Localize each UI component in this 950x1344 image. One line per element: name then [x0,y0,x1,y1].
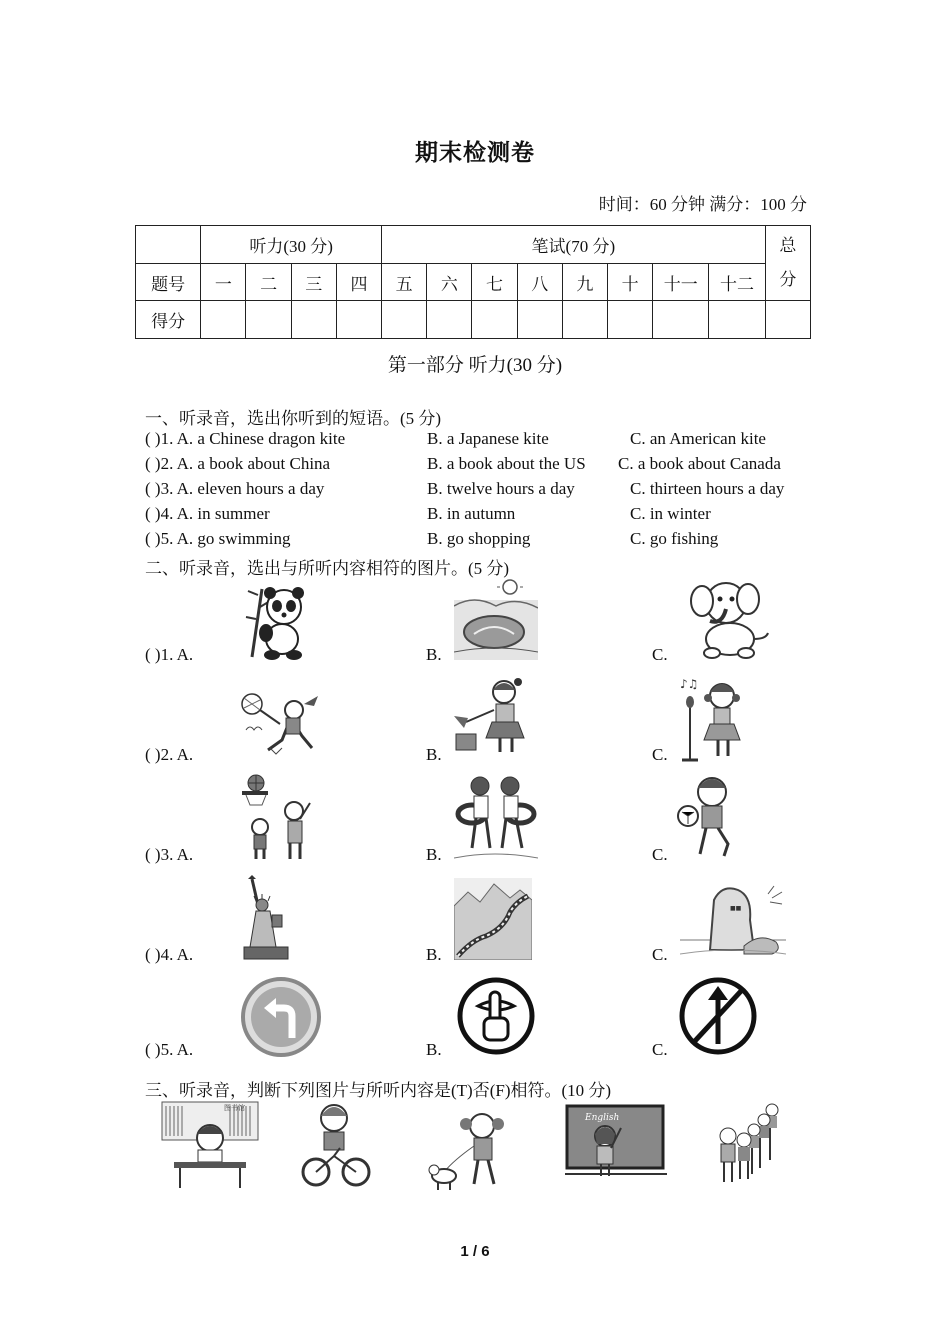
row-label-number: 题号 [136,264,201,301]
section3-heading: 三、听录音，判断下列图片与所听内容是(T)否(F)相符。(10 分) [145,1081,612,1100]
option-b: B. twelve hours a day [427,479,575,498]
option-b: B. a Japanese kite [427,429,549,448]
keep-quiet-sign-icon [456,976,536,1056]
table-number: 九 [562,264,607,301]
row-label-a: ( )1. A. [145,645,194,664]
table-corner [136,226,201,264]
great-wall-image [454,878,532,960]
row-label-c: C. [652,1040,668,1059]
question-stem: ( )2. A. a book about China [145,454,331,473]
option-b: B. in autumn [427,504,516,523]
elephant-image [684,573,772,661]
music-note-icon: ♪♫ [680,677,699,691]
blackboard-english-text: English [585,1113,620,1123]
row-label-a: ( )4. A. [145,945,194,964]
question-stem: ( )5. A. go swimming [145,529,291,548]
table-number: 十二 [709,264,765,301]
question-stem: ( )1. A. a Chinese dragon kite [145,429,346,448]
rock-landmark-image [680,880,786,960]
written-header: 笔试(70 分) [382,226,766,264]
section1-heading: 一、听录音，选出你听到的短语。(5 分) [145,409,442,428]
table-number: 八 [517,264,562,301]
score-cell[interactable] [607,301,652,339]
question-stem: ( )3. A. eleven hours a day [145,479,325,498]
option-c: C. in winter [630,504,711,523]
library-sign: 图书馆 [224,1104,245,1112]
page-number: 1 / 6 [460,1243,490,1260]
row-label-c: C. [652,645,668,664]
lake-scenery-image [454,576,538,660]
row-label-b: B. [426,845,442,864]
score-cell[interactable] [517,301,562,339]
rock-inscription-icon: ■■ [730,905,742,912]
total-bottom: 分 [779,270,797,289]
girl-singing-image [680,676,750,762]
page-title: 期末检测卷 [415,140,535,165]
score-cell[interactable] [246,301,291,339]
row-label-c: C. [652,945,668,964]
row-label-score: 得分 [136,301,201,339]
table-number: 六 [427,264,472,301]
boy-riding-bike-image [300,1100,374,1190]
option-b: B. go shopping [427,529,531,548]
part-one-heading: 第一部分 听力(30 分) [387,355,563,376]
turn-left-sign-icon [240,976,322,1058]
option-c: C. an American kite [630,429,766,448]
score-cell[interactable] [201,301,246,339]
playing-basketball-image [240,773,316,861]
table-number: 一 [201,264,246,301]
table-number: 二 [246,264,291,301]
row-label-b: B. [426,945,442,964]
option-b: B. a book about the US [427,454,586,473]
listening-header: 听力(30 分) [201,226,382,264]
option-c: C. a book about Canada [618,454,781,473]
score-cell[interactable] [709,301,765,339]
table-number: 七 [472,264,517,301]
boy-playing-football-image [676,774,742,862]
girl-walking-dog-image [428,1110,518,1192]
table-number: 十 [607,264,652,301]
row-label-c: C. [652,845,668,864]
score-cell[interactable] [336,301,381,339]
row-label-b: B. [426,1040,442,1059]
score-cell[interactable] [562,301,607,339]
total-header [765,226,810,301]
score-table [135,225,811,339]
score-cell[interactable] [291,301,336,339]
library-reading-image [160,1100,260,1190]
section2-heading: 二、听录音，选出与所听内容相符的图片。(5 分) [145,559,510,578]
time-score-info: 时间：60 分钟 满分：100 分 [598,195,807,214]
score-cell[interactable] [382,301,427,339]
score-cell[interactable] [472,301,517,339]
catching-butterflies-image [240,690,328,760]
table-number: 四 [336,264,381,301]
kids-swimming-image [454,774,538,860]
panda-bamboo-image [240,585,312,660]
row-label-a: ( )3. A. [145,845,194,864]
girl-sweeping-image [454,676,534,760]
row-label-b: B. [426,745,442,764]
table-number: 三 [291,264,336,301]
score-row [136,301,811,339]
number-row [136,264,811,301]
option-c: C. go fishing [630,529,719,548]
table-number: 五 [382,264,427,301]
no-going-straight-sign-icon [678,976,758,1056]
row-label-c: C. [652,745,668,764]
score-cell[interactable] [765,301,810,339]
statue-of-liberty-image [240,875,292,961]
score-cell[interactable] [653,301,709,339]
question-stem: ( )4. A. in summer [145,504,270,523]
kids-in-line-image [712,1100,788,1190]
girl-at-blackboard-image [565,1104,667,1182]
row-label-b: B. [426,645,442,664]
total-top: 总 [779,236,797,255]
row-label-a: ( )5. A. [145,1040,194,1059]
table-number: 十一 [653,264,709,301]
option-c: C. thirteen hours a day [630,479,785,498]
row-label-a: ( )2. A. [145,745,194,764]
score-cell[interactable] [427,301,472,339]
